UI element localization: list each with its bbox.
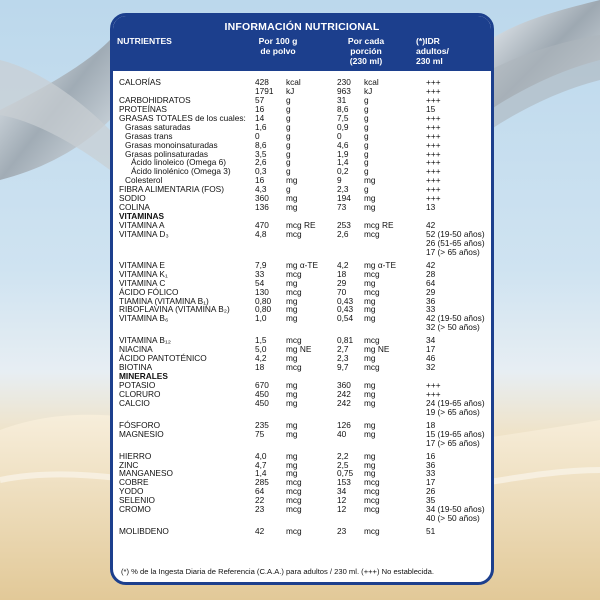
- unit-per-serving: mg α-TE: [364, 259, 396, 270]
- idr-value-line: 34: [426, 335, 436, 346]
- unit-per-100g: mg: [286, 428, 298, 439]
- nutrient-table-body: [119, 74, 491, 536]
- idr-value: [426, 363, 435, 372]
- unit-per-serving: mcg: [364, 495, 380, 506]
- unit-per-serving: mg: [364, 419, 376, 430]
- value-per-100g: 16: [255, 103, 265, 114]
- idr-value: [426, 203, 435, 212]
- nutrient-row: [119, 430, 491, 448]
- idr-value-line: 19 (> 65 años): [426, 406, 480, 417]
- idr-value-line: 46: [426, 353, 436, 364]
- nutrient-row: [119, 194, 491, 203]
- idr-value-line: 29: [426, 286, 436, 297]
- value-per-serving: 126: [337, 419, 351, 430]
- unit-per-100g: mg: [286, 304, 298, 315]
- nutrient-name: MAGNESIO: [119, 428, 164, 439]
- idr-value-line: +++: [426, 94, 441, 105]
- nutrient-name: CALCIO: [119, 397, 150, 408]
- col-header-nutrients: NUTRIENTES: [117, 36, 172, 46]
- idr-value: [426, 505, 485, 523]
- value-per-serving: 1,4: [337, 157, 349, 168]
- value-per-100g: 1791: [255, 85, 274, 96]
- unit-per-serving: mcg: [364, 268, 380, 279]
- idr-value-line: +++: [426, 388, 441, 399]
- col-header-per-100g-line: Por 100 g: [258, 36, 298, 46]
- unit-per-serving: g: [364, 94, 369, 105]
- nutrient-name: GRASAS TOTALES de los cuales:: [119, 112, 246, 123]
- nutrient-row: [119, 203, 491, 212]
- nutrient-name: VITAMINA K₁: [119, 268, 168, 279]
- nutrient-name: YODO: [119, 486, 144, 497]
- nutrient-name: NIACINA: [119, 344, 153, 355]
- col-header-per-serving-line: Por cada: [347, 36, 385, 46]
- unit-per-100g: mcg: [286, 228, 302, 239]
- unit-per-serving: mg: [364, 428, 376, 439]
- nutrient-row: [119, 452, 491, 461]
- value-per-serving: 23: [337, 526, 347, 537]
- footnote: (*) % de la Ingesta Diaria de Referencia (C.A.A.) para adultos / 230 ml. (+++) No establecida.: [121, 567, 434, 576]
- nutrient-name: Grasas trans: [125, 130, 173, 141]
- idr-value-line: 33: [426, 304, 436, 315]
- unit-per-serving: mcg: [364, 335, 380, 346]
- unit-per-100g: mcg: [286, 495, 302, 506]
- idr-value: [426, 399, 485, 417]
- value-per-serving: 4,6: [337, 139, 349, 150]
- value-per-serving: 2,7: [337, 344, 349, 355]
- value-per-100g: 16: [255, 175, 265, 186]
- nutrient-row: [119, 527, 491, 536]
- value-per-100g: 4,7: [255, 459, 267, 470]
- unit-per-100g: g: [286, 166, 291, 177]
- nutrient-name: Ácido linoleico (Omega 6): [131, 157, 226, 168]
- unit-per-serving: mcg RE: [364, 220, 394, 230]
- unit-per-100g: g: [286, 157, 291, 168]
- value-per-100g: 136: [255, 202, 269, 213]
- section-title: MINERALES: [119, 371, 168, 382]
- unit-per-serving: g: [364, 184, 369, 195]
- value-per-serving: 70: [337, 286, 347, 297]
- nutrient-name: VITAMINA C: [119, 277, 166, 288]
- unit-per-serving: mg: [364, 459, 376, 470]
- value-per-serving: 230: [337, 77, 351, 87]
- value-per-100g: 360: [255, 193, 269, 204]
- idr-value-line: 35: [426, 495, 436, 506]
- idr-value: [426, 230, 485, 257]
- value-per-100g: 4,8: [255, 228, 267, 239]
- unit-per-100g: mg: [286, 295, 298, 306]
- nutrient-row: [119, 505, 491, 523]
- value-per-100g: 1,5: [255, 335, 267, 346]
- value-per-serving: 0,54: [337, 313, 354, 324]
- nutrient-name: SELENIO: [119, 495, 155, 506]
- unit-per-serving: mg NE: [364, 344, 390, 355]
- nutrient-name: CALORÍAS: [119, 77, 161, 87]
- nutrient-name: CARBOHIDRATOS: [119, 94, 191, 105]
- idr-value-line: 32: [426, 362, 436, 373]
- value-per-serving: 8,6: [337, 103, 349, 114]
- section-title: VITAMINAS: [119, 211, 165, 222]
- idr-value-line: 17 (> 65 años): [426, 437, 480, 448]
- nutrient-name: Grasas saturadas: [125, 121, 191, 132]
- unit-per-serving: g: [364, 103, 369, 114]
- unit-per-100g: g: [286, 121, 291, 132]
- nutrition-info-panel: [110, 13, 494, 585]
- value-per-100g: 14: [255, 112, 265, 123]
- idr-value-line: 42: [426, 259, 436, 270]
- value-per-100g: 5,0: [255, 344, 267, 355]
- unit-per-100g: mcg: [286, 486, 302, 497]
- idr-value-line: +++: [426, 148, 441, 159]
- nutrient-name: CLORURO: [119, 388, 161, 399]
- nutrient-name: Grasas monoinsaturadas: [125, 139, 218, 150]
- value-per-serving: 9: [337, 175, 342, 186]
- unit-per-100g: mcg: [286, 362, 302, 373]
- value-per-serving: 34: [337, 486, 347, 497]
- idr-value: [426, 527, 435, 536]
- idr-value-line: 42 (19-50 años): [426, 313, 485, 324]
- unit-per-100g: mg: [286, 459, 298, 470]
- nutrient-name: Colesterol: [125, 175, 163, 186]
- value-per-serving: 194: [337, 193, 351, 204]
- unit-per-serving: mg: [364, 397, 376, 408]
- value-per-100g: 285: [255, 477, 269, 488]
- idr-value-line: 26 (51-65 años): [426, 237, 485, 248]
- value-per-100g: 3,5: [255, 148, 267, 159]
- value-per-100g: 130: [255, 286, 269, 297]
- nutrient-row: [119, 354, 491, 363]
- unit-per-serving: mg: [364, 202, 376, 213]
- value-per-serving: 0,43: [337, 304, 354, 315]
- value-per-serving: 2,3: [337, 353, 349, 364]
- nutrient-name: ZINC: [119, 459, 139, 470]
- value-per-serving: 9,7: [337, 362, 349, 373]
- value-per-100g: 670: [255, 379, 269, 390]
- unit-per-100g: mcg RE: [286, 220, 316, 230]
- value-per-serving: 0,2: [337, 166, 349, 177]
- unit-per-serving: mg: [364, 295, 376, 306]
- nutrient-name: COLINA: [119, 202, 150, 213]
- value-per-serving: 1,9: [337, 148, 349, 159]
- unit-per-serving: mg: [364, 277, 376, 288]
- nutrient-row: [119, 487, 491, 496]
- nutrient-name: Ácido linolénico (Omega 3): [131, 166, 231, 177]
- unit-per-serving: kJ: [364, 85, 373, 96]
- nutrient-name: POTASIO: [119, 379, 156, 390]
- nutrient-name: HIERRO: [119, 450, 152, 461]
- nutrient-name: FIBRA ALIMENTARIA (FOS): [119, 184, 224, 195]
- value-per-100g: 42: [255, 526, 265, 537]
- nutrient-name: PROTEÍNAS: [119, 103, 167, 114]
- value-per-serving: 242: [337, 397, 351, 408]
- idr-value-line: 33: [426, 468, 436, 479]
- unit-per-100g: kcal: [286, 77, 301, 87]
- idr-value-line: 17 (> 65 años): [426, 246, 480, 257]
- nutrient-name: VITAMINA D₃: [119, 228, 169, 239]
- value-per-serving: 12: [337, 495, 347, 506]
- nutrient-name: VITAMINA B₆: [119, 313, 169, 324]
- unit-per-serving: mg: [364, 388, 376, 399]
- idr-value-line: 51: [426, 526, 436, 537]
- idr-value-line: 26: [426, 486, 436, 497]
- unit-per-serving: mcg: [364, 504, 380, 515]
- idr-value-line: 15: [426, 103, 436, 114]
- value-per-100g: 2,6: [255, 157, 267, 168]
- idr-value-line: +++: [426, 112, 441, 123]
- value-per-serving: 4,2: [337, 259, 349, 270]
- value-per-100g: 4,3: [255, 184, 267, 195]
- value-per-serving: 12: [337, 504, 347, 515]
- nutrient-name: SODIO: [119, 193, 146, 204]
- value-per-100g: 75: [255, 428, 265, 439]
- unit-per-100g: mg: [286, 468, 298, 479]
- value-per-100g: 470: [255, 220, 269, 230]
- nutrient-name: MOLIBDENO: [119, 526, 169, 537]
- nutrient-name: COBRE: [119, 477, 149, 488]
- unit-per-100g: mg: [286, 313, 298, 324]
- value-per-100g: 57: [255, 94, 265, 105]
- value-per-serving: 18: [337, 268, 347, 279]
- value-per-100g: 54: [255, 277, 265, 288]
- value-per-serving: 0,9: [337, 121, 349, 132]
- unit-per-100g: g: [286, 139, 291, 150]
- unit-per-100g: mg NE: [286, 344, 312, 355]
- table-title: INFORMACIÓN NUTRICIONAL: [224, 21, 380, 33]
- idr-value-line: 28: [426, 268, 436, 279]
- value-per-100g: 8,6: [255, 139, 267, 150]
- idr-value: [426, 314, 485, 332]
- idr-value: [426, 430, 485, 448]
- idr-value-line: 24 (19-65 años): [426, 397, 485, 408]
- nutrient-row: [119, 469, 491, 478]
- value-per-serving: 360: [337, 379, 351, 390]
- nutrient-name: MANGANESO: [119, 468, 173, 479]
- idr-value-line: 13: [426, 202, 436, 213]
- unit-per-serving: mg: [364, 175, 376, 186]
- value-per-serving: 7,5: [337, 112, 349, 123]
- value-per-serving: 242: [337, 388, 351, 399]
- unit-per-100g: g: [286, 184, 291, 195]
- idr-value-line: +++: [426, 184, 441, 195]
- unit-per-100g: mg: [286, 388, 298, 399]
- col-header-per-serving-line: porción: [350, 46, 382, 56]
- unit-per-100g: kJ: [286, 85, 295, 96]
- unit-per-100g: mg: [286, 379, 298, 390]
- nutrient-name: VITAMINA B₁₂: [119, 335, 171, 346]
- idr-value-line: 36: [426, 459, 436, 470]
- col-header-idr-line: adultos/: [416, 46, 449, 56]
- unit-per-100g: mcg: [286, 504, 302, 515]
- value-per-100g: 22: [255, 495, 265, 506]
- value-per-serving: 0,75: [337, 468, 354, 479]
- table-header: [113, 16, 491, 71]
- nutrient-name: FÓSFORO: [119, 419, 161, 430]
- unit-per-serving: mcg: [364, 526, 380, 537]
- unit-per-100g: mg: [286, 353, 298, 364]
- value-per-serving: 31: [337, 94, 347, 105]
- nutrient-row: [119, 363, 491, 372]
- unit-per-serving: g: [364, 130, 369, 141]
- value-per-100g: 1,6: [255, 121, 267, 132]
- unit-per-serving: mg: [364, 468, 376, 479]
- value-per-serving: 29: [337, 277, 347, 288]
- value-per-serving: 0,81: [337, 335, 354, 346]
- unit-per-100g: mg: [286, 450, 298, 461]
- unit-per-100g: mg: [286, 419, 298, 430]
- unit-per-100g: g: [286, 103, 291, 114]
- unit-per-100g: mcg: [286, 335, 302, 346]
- value-per-serving: 0,43: [337, 295, 354, 306]
- nutrient-name: CROMO: [119, 504, 151, 515]
- nutrient-row: [119, 461, 491, 470]
- unit-per-100g: mcg: [286, 286, 302, 297]
- unit-per-100g: mcg: [286, 477, 302, 488]
- idr-value-line: 17: [426, 477, 436, 488]
- unit-per-serving: mcg: [364, 362, 380, 373]
- idr-value-line: +++: [426, 175, 441, 186]
- nutrient-row: [119, 314, 491, 332]
- unit-per-serving: g: [364, 121, 369, 132]
- value-per-100g: 1,0: [255, 313, 267, 324]
- value-per-100g: 0,80: [255, 304, 272, 315]
- unit-per-serving: mg: [364, 379, 376, 390]
- value-per-serving: 40: [337, 428, 347, 439]
- idr-value-line: +++: [426, 85, 441, 96]
- value-per-100g: 0: [255, 130, 260, 141]
- value-per-serving: 2,6: [337, 228, 349, 239]
- value-per-100g: 450: [255, 388, 269, 399]
- value-per-serving: 253: [337, 220, 351, 230]
- value-per-100g: 450: [255, 397, 269, 408]
- idr-value-line: +++: [426, 193, 441, 204]
- idr-value-line: +++: [426, 77, 441, 87]
- value-per-serving: 2,3: [337, 184, 349, 195]
- idr-value-line: 16: [426, 450, 436, 461]
- idr-value-line: +++: [426, 139, 441, 150]
- idr-value-line: 36: [426, 295, 436, 306]
- unit-per-serving: mg: [364, 450, 376, 461]
- value-per-100g: 23: [255, 504, 265, 515]
- unit-per-serving: mcg: [364, 228, 380, 239]
- idr-value-line: 32 (> 50 años): [426, 322, 480, 333]
- idr-value-line: +++: [426, 157, 441, 168]
- nutrient-name: Grasas polinsaturadas: [125, 148, 209, 159]
- unit-per-100g: mg: [286, 193, 298, 204]
- unit-per-100g: mg: [286, 397, 298, 408]
- unit-per-100g: g: [286, 112, 291, 123]
- value-per-100g: 0,80: [255, 295, 272, 306]
- nutrient-row: [119, 230, 491, 257]
- value-per-100g: 33: [255, 268, 265, 279]
- idr-value-line: 40 (> 50 años): [426, 513, 480, 524]
- unit-per-serving: mg: [364, 193, 376, 204]
- nutrient-name: ÁCIDO PANTOTÉNICO: [119, 353, 207, 364]
- value-per-100g: 1,4: [255, 468, 267, 479]
- value-per-100g: 4,2: [255, 353, 267, 364]
- idr-value-line: +++: [426, 379, 441, 390]
- nutrient-row: [119, 261, 491, 270]
- unit-per-100g: mcg: [286, 268, 302, 279]
- unit-per-serving: mcg: [364, 286, 380, 297]
- col-header-per-serving: [335, 36, 397, 66]
- nutrient-row: [119, 478, 491, 487]
- value-per-100g: 428: [255, 77, 269, 87]
- unit-per-serving: mcg: [364, 477, 380, 488]
- col-header-idr-line: (*)IDR: [416, 36, 440, 46]
- nutrient-row: [119, 96, 491, 105]
- unit-per-serving: mcg: [364, 486, 380, 497]
- idr-value-line: 18: [426, 419, 436, 430]
- nutrient-row: [119, 399, 491, 417]
- unit-per-100g: g: [286, 148, 291, 159]
- unit-per-serving: g: [364, 112, 369, 123]
- idr-value-line: 34 (19-50 años): [426, 504, 485, 515]
- unit-per-serving: kcal: [364, 77, 379, 87]
- value-per-100g: 4,0: [255, 450, 267, 461]
- nutrient-name: VITAMINA E: [119, 259, 165, 270]
- col-header-per-100g: [245, 36, 311, 56]
- value-per-serving: 73: [337, 202, 347, 213]
- nutrient-name: ÁCIDO FÓLICO: [119, 286, 179, 297]
- idr-value-line: +++: [426, 121, 441, 132]
- value-per-100g: 235: [255, 419, 269, 430]
- idr-value-line: 42: [426, 220, 436, 230]
- unit-per-serving: g: [364, 166, 369, 177]
- idr-value-line: 17: [426, 344, 436, 355]
- unit-per-100g: mg: [286, 175, 298, 186]
- value-per-serving: 0: [337, 130, 342, 141]
- unit-per-100g: mcg: [286, 526, 302, 537]
- col-header-per-serving-line: (230 ml): [349, 56, 383, 66]
- nutrient-row: [119, 270, 491, 279]
- unit-per-serving: g: [364, 139, 369, 150]
- idr-value-line: +++: [426, 166, 441, 177]
- idr-value-line: 64: [426, 277, 436, 288]
- unit-per-100g: g: [286, 94, 291, 105]
- unit-per-100g: mg: [286, 202, 298, 213]
- value-per-100g: 0,3: [255, 166, 267, 177]
- value-per-serving: 2,2: [337, 450, 349, 461]
- col-header-per-100g-line: de polvo: [260, 46, 296, 56]
- unit-per-100g: mg: [286, 277, 298, 288]
- idr-value-line: 52 (19-50 años): [426, 228, 485, 239]
- value-per-100g: 7,9: [255, 259, 267, 270]
- value-per-serving: 153: [337, 477, 351, 488]
- unit-per-serving: mg: [364, 353, 376, 364]
- nutrient-name: BIOTINA: [119, 362, 153, 373]
- nutrient-name: RIBOFLAVINA (VITAMINA B₂): [119, 304, 230, 315]
- unit-per-serving: g: [364, 157, 369, 168]
- unit-per-serving: mg: [364, 313, 376, 324]
- idr-value-line: 15 (19-65 años): [426, 428, 485, 439]
- col-header-idr: [416, 36, 456, 66]
- unit-per-serving: mg: [364, 304, 376, 315]
- unit-per-100g: mg α-TE: [286, 259, 318, 270]
- value-per-serving: 963: [337, 85, 351, 96]
- nutrient-name: TIAMINA (VITAMINA B₁): [119, 295, 209, 306]
- value-per-100g: 18: [255, 362, 265, 373]
- value-per-serving: 2,5: [337, 459, 349, 470]
- unit-per-serving: g: [364, 148, 369, 159]
- value-per-100g: 64: [255, 486, 265, 497]
- col-header-idr-line: 230 ml: [416, 56, 443, 66]
- idr-value-line: +++: [426, 130, 441, 141]
- unit-per-100g: g: [286, 130, 291, 141]
- nutrient-name: VITAMINA A: [119, 220, 165, 230]
